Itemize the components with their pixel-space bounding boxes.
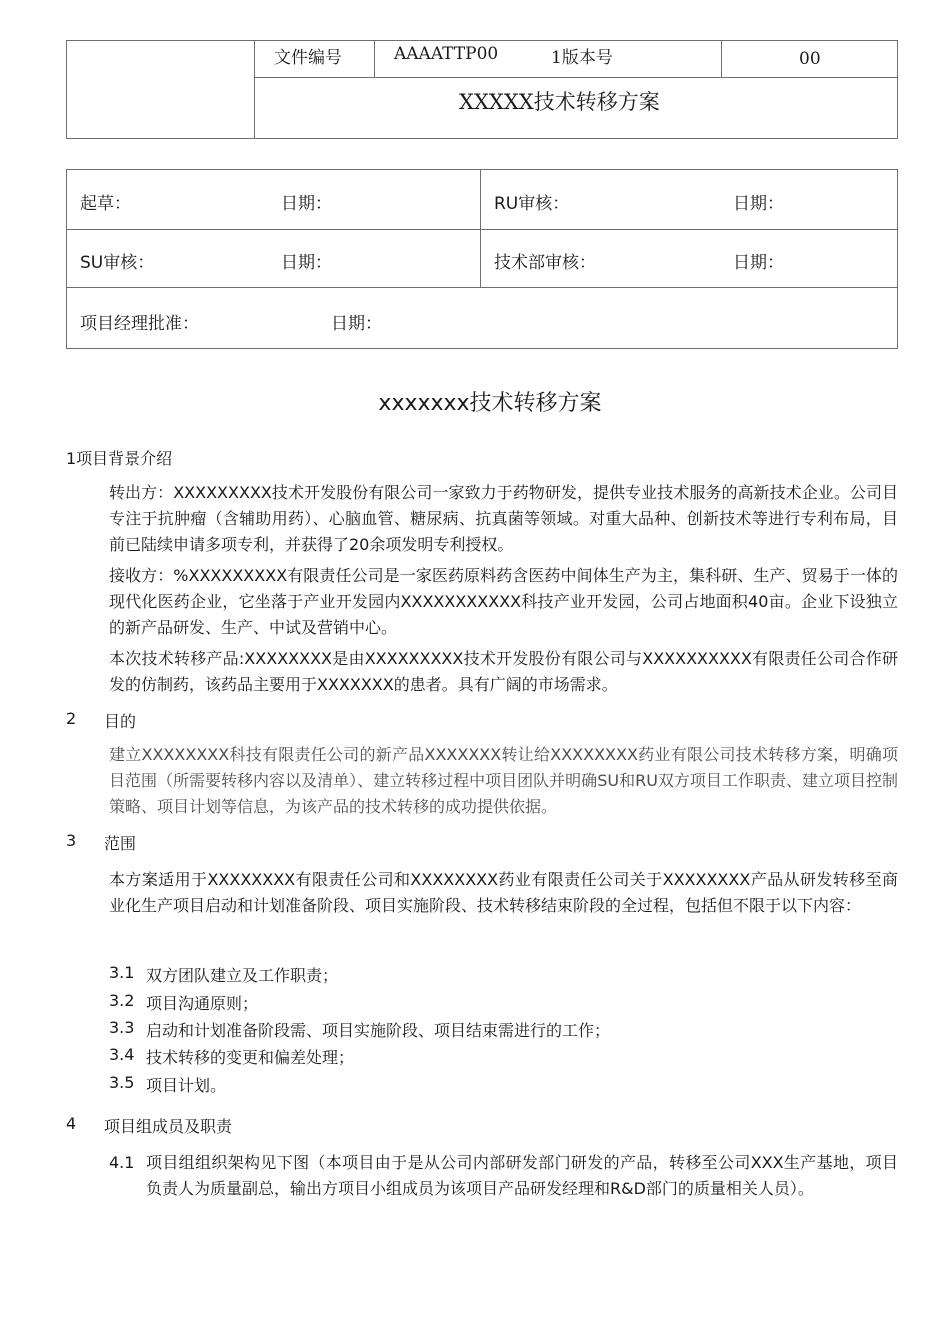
- section-3-heading: 范围: [104, 834, 137, 853]
- doc-number-label: 文件编号: [274, 48, 342, 68]
- subsection-4-1-paragraph: 项目组组织架构见下图（本项目由于是从公司内部研发部门研发的产品，转移至公司XXX生产基地，项目负责人为质量副总，输出方项目小组成员为该项目产品研发经理和R&D部门的质量相关人员）。: [146, 1153, 898, 1198]
- list-item: 技术转移的变更和偏差处理；: [146, 1048, 355, 1067]
- su-review-label: SU审核：: [80, 253, 155, 273]
- pm-date-label: 日期：: [331, 314, 382, 334]
- list-item-number: 3.5: [109, 1073, 135, 1092]
- ru-date-label: 日期：: [733, 194, 784, 214]
- tech-date-label: 日期：: [733, 253, 784, 273]
- tech-review-label: 技术部审核：: [494, 253, 596, 273]
- section-2-heading: 目的: [104, 712, 137, 731]
- list-item: 项目沟通原则；: [146, 994, 259, 1013]
- ru-review-label: RU审核：: [494, 194, 570, 214]
- draft-label: 起草：: [80, 194, 131, 214]
- section-1-paragraph-1: 转出方：XXXXXXXXX技术开发股份有限公司一家致力于药物研发，提供专业技术服务的高新技术企业。公司目专注于抗肿瘤（含辅助用药）、心脑血管、糖尿病、抗真菌等领域。对重大品种、创新技术等进行专利布局，目前已陆续申请多项专利，并获得了20余项发明专利授权。: [109, 483, 898, 554]
- document-title: xxxxxxx技术转移方案: [378, 391, 602, 416]
- version-value: 00: [799, 49, 821, 69]
- doc-number-value: AAAATTP00: [394, 44, 499, 64]
- section-4-heading: 项目组成员及职责: [104, 1117, 233, 1136]
- section-2-paragraph: 建立XXXXXXXX科技有限责任公司的新产品XXXXXXX转让给XXXXXXXX药业有限公司技术转移方案，明确项目范围（所需要转移内容以及清单）、建立转移过程中项目团队并明确SU和RU双方项目工作职责、建立项目控制策略、项目计划等信息，为该产品的技术转移的成功提供依据。: [109, 745, 898, 816]
- subsection-4-1-number: 4.1: [109, 1153, 135, 1172]
- su-date-label: 日期：: [281, 253, 332, 273]
- section-4-number: 4: [66, 1114, 77, 1133]
- section-3-number: 3: [66, 831, 77, 850]
- list-item: 双方团队建立及工作职责；: [146, 966, 339, 985]
- section-1-paragraph-3: 本次技术转移产品:XXXXXXXX是由XXXXXXXXX技术开发股份有限公司与XXXXXXXXXX有限责任公司合作研发的仿制药，该药品主要用于XXXXXXX的患者。具有广阔的市场需求。: [109, 649, 898, 694]
- list-item-number: 3.1: [109, 963, 135, 982]
- pm-approve-label: 项目经理批准：: [80, 314, 199, 334]
- section-2-number: 2: [66, 709, 77, 728]
- section-1-paragraph-2: 接收方：%XXXXXXXXX有限责任公司是一家医药原料药含医药中间体生产为主，集科研、生产、贸易于一体的现代化医药企业，它坐落于产业开发园内XXXXXXXXXXX科技产业开发园，公司占地面积40亩。企业下设独立的新产品研发、生产、中试及营销中心。: [109, 566, 898, 637]
- section-3-paragraph: 本方案适用于XXXXXXXX有限责任公司和XXXXXXXX药业有限责任公司关于XXXXXXXX产品从研发转移至商业化生产项目启动和计划准备阶段、项目实施阶段、技术转移结束阶段的全过程，包括但不限于以下内容：: [109, 870, 898, 915]
- list-item: 项目计划。: [146, 1076, 227, 1095]
- draft-date-label: 日期：: [281, 194, 332, 214]
- list-item: 启动和计划准备阶段需、项目实施阶段、项目结束需进行的工作；: [146, 1021, 611, 1040]
- list-item-number: 3.4: [109, 1045, 135, 1064]
- section-1-heading: 1项目背景介绍: [66, 449, 173, 468]
- list-item-number: 3.3: [109, 1018, 135, 1037]
- list-item-number: 3.2: [109, 991, 135, 1010]
- header-title: XXXXX技术转移方案: [459, 90, 660, 114]
- version-label: 1版本号: [551, 48, 613, 68]
